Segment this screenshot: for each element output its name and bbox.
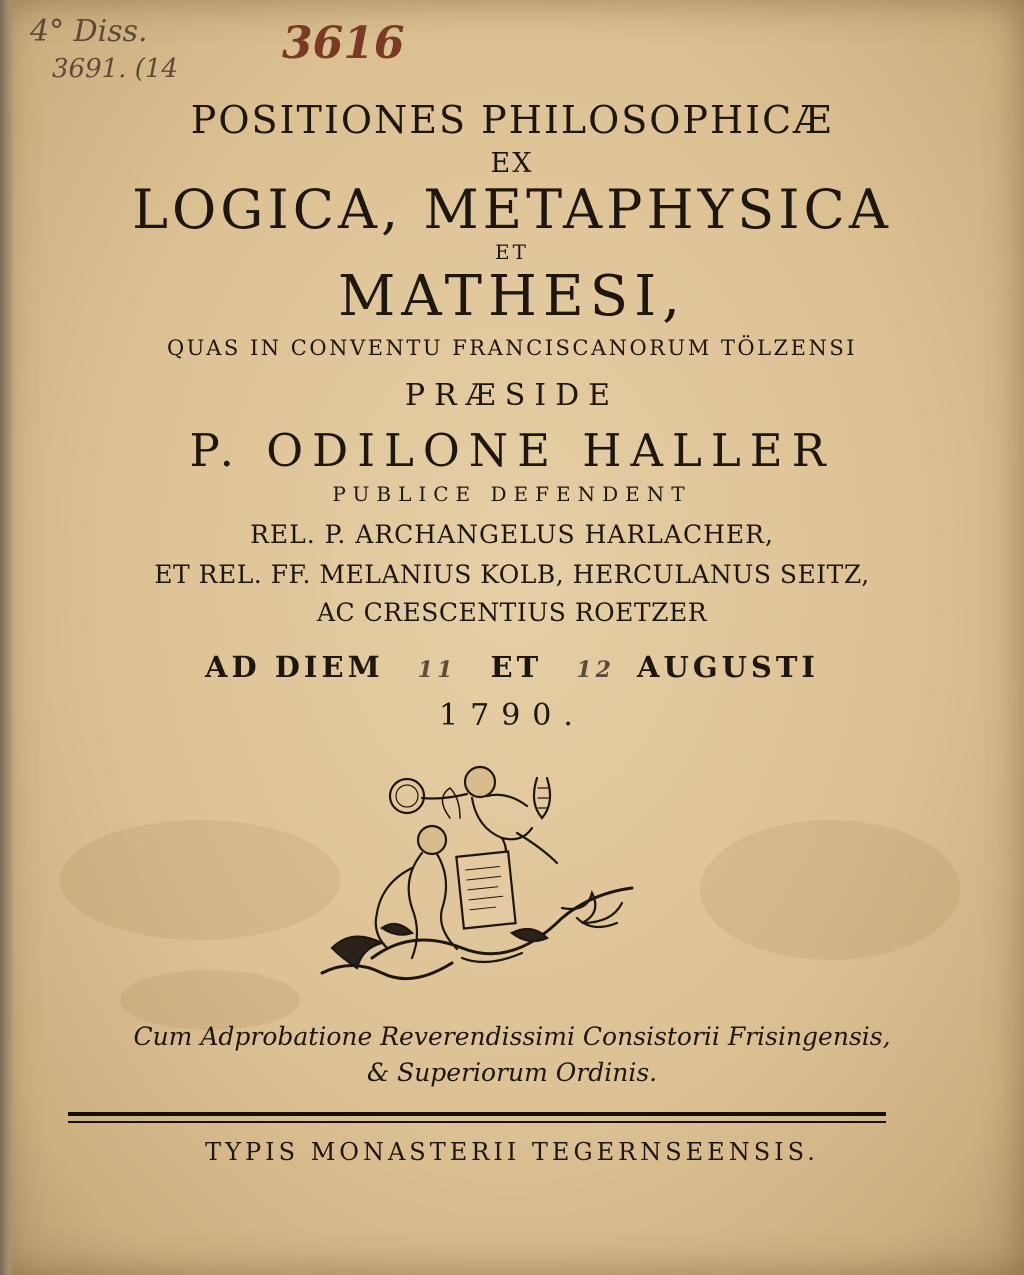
handwritten-day-1: 11 — [417, 657, 457, 683]
handwritten-shelfmark: 4° Diss. — [30, 14, 148, 49]
title-line-5: MATHESI, — [337, 264, 687, 329]
paper-stain — [60, 820, 340, 940]
title-line-2: EX — [490, 148, 534, 179]
rule-thin — [68, 1121, 886, 1123]
paper-stain — [700, 820, 960, 960]
cherub-ornament — [312, 758, 642, 998]
paper-stain — [120, 970, 300, 1030]
conventus-line: QUAS IN CONVENTU FRANCISCANORUM TÖLZENSI — [166, 336, 858, 360]
date-mid: ET — [490, 650, 543, 684]
praeside-line: PRÆSIDE — [404, 378, 620, 413]
title-line-4: ET — [495, 240, 529, 264]
defendant-line-2: ET REL. FF. MELANIUS KOLB, HERCULANUS SEITZ, — [154, 560, 870, 589]
title-line-3: LOGICA, METAPHYSICA — [132, 178, 892, 241]
date-prefix: AD DIEM — [205, 650, 384, 684]
approbation-line-2: & Superiorum Ordinis. — [366, 1058, 658, 1087]
handwritten-number: 3616 — [282, 18, 405, 69]
handwritten-day-2: 12 — [576, 657, 615, 683]
date-suffix: AUGUSTI — [637, 650, 819, 684]
title-line-1: POSITIONES PHILOSOPHICÆ — [190, 98, 834, 142]
date-line — [0, 650, 1024, 684]
publice-defendent-line: PUBLICE DEFENDENT — [332, 482, 692, 506]
defendant-line-1: REL. P. ARCHANGELUS HARLACHER, — [250, 520, 774, 549]
defendant-line-3: AC CRESCENTIUS ROETZER — [316, 598, 708, 627]
praeses-name: P. ODILONE HALLER — [189, 424, 835, 477]
handwritten-shelfmark-number: 3691. (14 — [52, 54, 178, 84]
rule-thick — [68, 1112, 886, 1116]
year: 1790. — [439, 698, 585, 733]
imprint: TYPIS MONASTERII TEGERNSEENSIS. — [205, 1138, 819, 1166]
approbation-line-1: Cum Adprobatione Reverendissimi Consistorii Frisingensis, — [133, 1022, 891, 1051]
